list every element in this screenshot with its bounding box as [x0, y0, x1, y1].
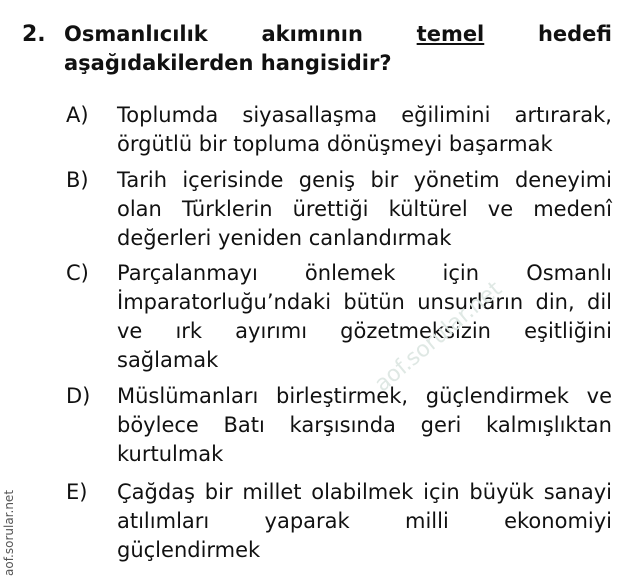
option-a-text: Toplumda siyasallaşma eğilimini artırarak, örgütlü bir topluma dönüşmeyi başarmak: [117, 103, 612, 156]
option-d-text: Müslümanları birleştirmek, güçlendirmek ve böylece Batı karşısında geri kalmışlıktan kurtulmak: [117, 384, 612, 466]
question-stem-emphasis: temel: [416, 22, 485, 46]
question-stem: [64, 20, 612, 78]
option-a-label: A): [66, 103, 89, 127]
option-b-label: B): [66, 168, 89, 192]
side-watermark: aof.sorular.net: [2, 489, 16, 576]
question-stem-end: hedefi aşağıdakilerden hangisidir?: [64, 22, 612, 75]
option-c-text: Parçalanmayı önlemek için Osmanlı İmparatorluğu’ndaki bütün unsurların din, dil ve ırk ayırımı gözetmeksizin eşitliğini sağlamak: [117, 261, 612, 372]
question-stem-start: Osmanlıcılık akımının: [64, 22, 417, 46]
option-b-text: Tarih içerisinde geniş bir yönetim deneyimi olan Türklerin ürettiği kültürel ve medenî değerleri yeniden canlandırmak: [117, 168, 612, 250]
option-e-label: E): [66, 480, 88, 504]
center-watermark: aof.sorular.net: [370, 276, 507, 398]
option-d-label: D): [66, 384, 91, 408]
question-number: 2.: [22, 22, 46, 47]
option-c-label: C): [66, 261, 89, 285]
option-e-text: Çağdaş bir millet olabilmek için büyük sanayi atılımları yaparak milli ekonomiyi güçlendirmek: [117, 480, 612, 562]
